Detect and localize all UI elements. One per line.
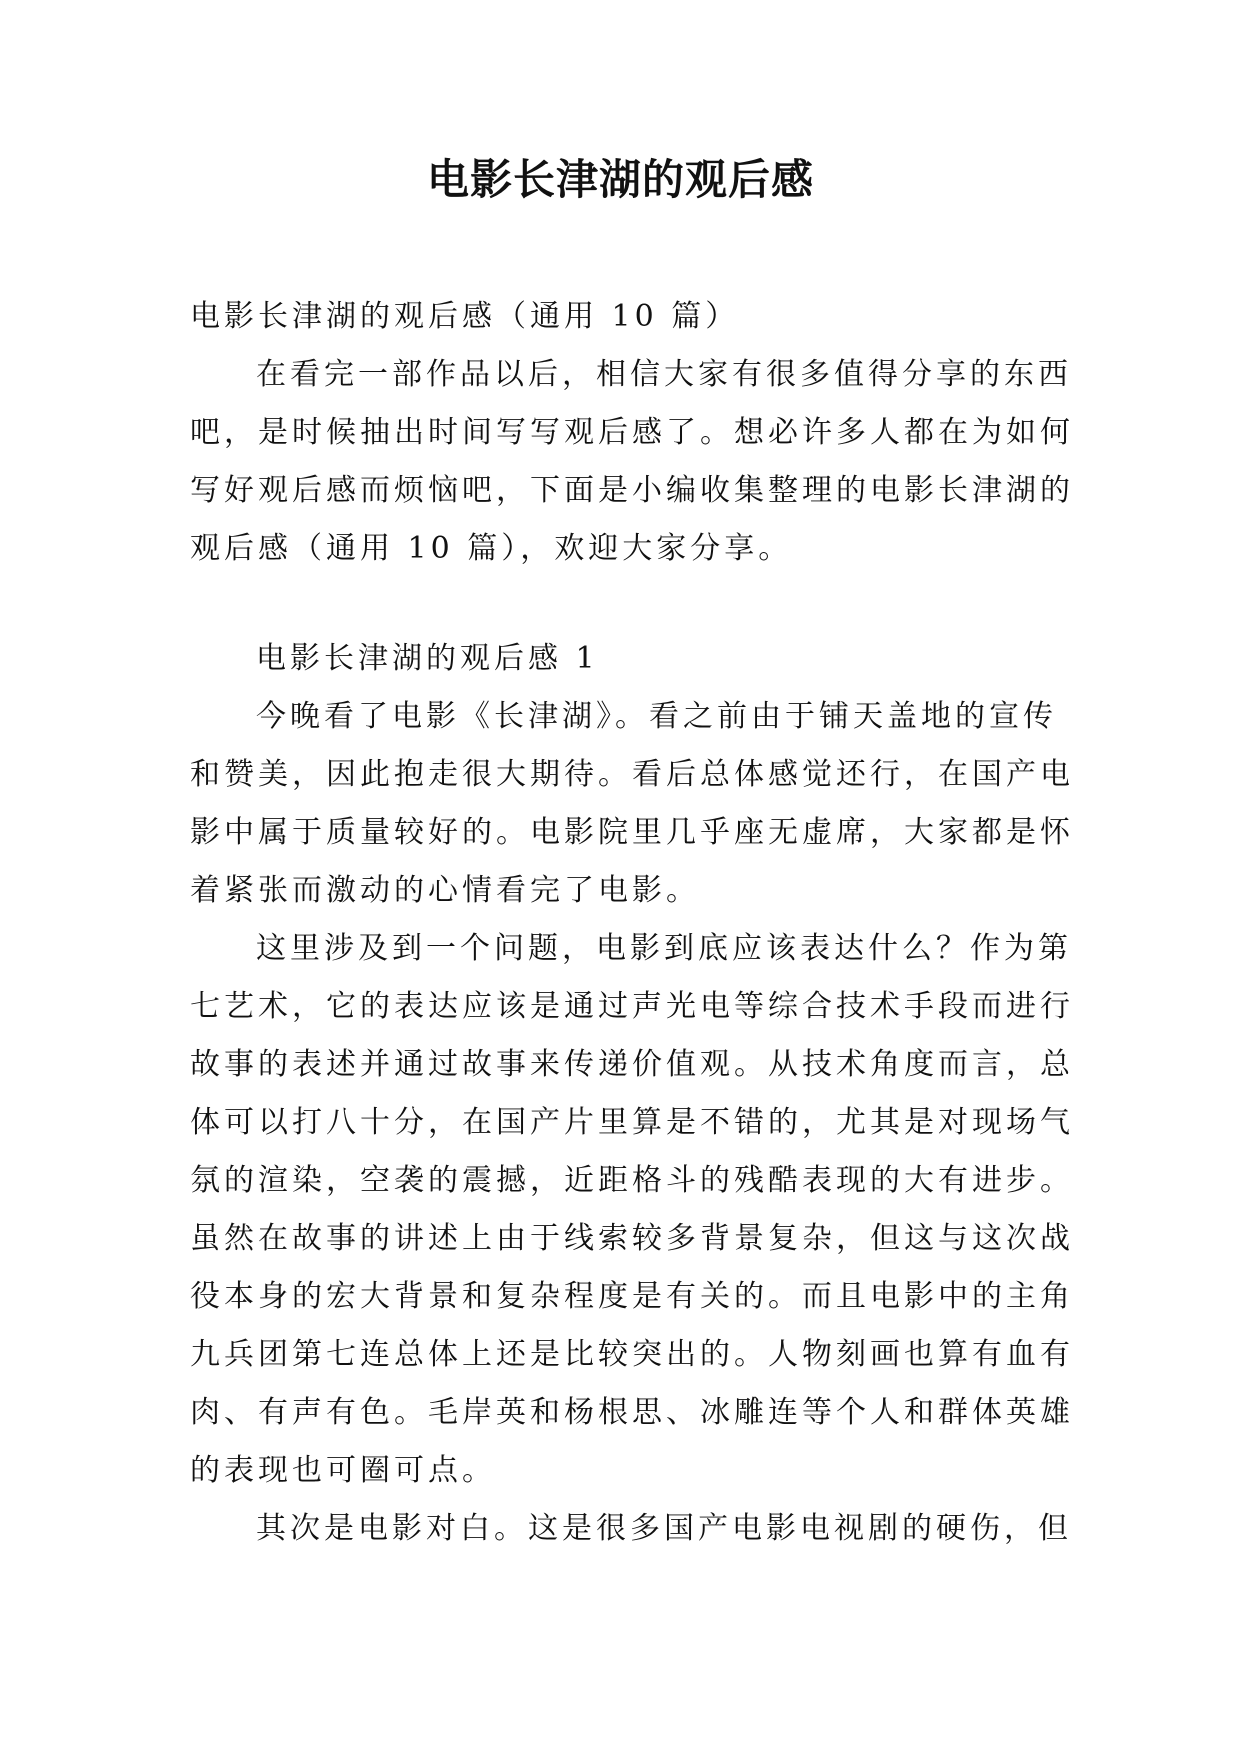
essay-line: 体可以打八十分，在国产片里算是不错的，尤其是对现场气 (190, 1105, 1074, 1140)
intro-line: 吧，是时候抽出时间写写观后感了。想必许多人都在为如何 (190, 415, 1074, 450)
essay-line: 这里涉及到一个问题，电影到底应该表达什么？作为第 (256, 931, 1072, 966)
essay-line: 九兵团第七连总体上还是比较突出的。人物刻画也算有血有 (190, 1337, 1074, 1372)
subtitle-line: 电影长津湖的观后感（通用 10 篇） (190, 299, 740, 334)
essay-line: 肉、有声有色。毛岸英和杨根思、冰雕连等个人和群体英雄 (190, 1395, 1074, 1430)
essay-line: 的表现也可圈可点。 (190, 1453, 496, 1488)
document-subtitle (190, 288, 1050, 346)
intro-paragraph (190, 346, 1074, 578)
section-heading (190, 630, 1050, 688)
essay-line: 氛的渲染，空袭的震撼，近距格斗的残酷表现的大有进步。 (190, 1163, 1074, 1198)
essay-line: 其次是电影对白。这是很多国产电影电视剧的硬伤，但 (256, 1511, 1072, 1546)
document-title: 电影长津湖的观后感 (426, 155, 814, 204)
intro-line: 写好观后感而烦恼吧，下面是小编收集整理的电影长津湖的 (190, 473, 1074, 508)
essay-line: 役本身的宏大背景和复杂程度是有关的。而且电影中的主角 (190, 1279, 1074, 1314)
intro-line: 在看完一部作品以后，相信大家有很多值得分享的东西 (256, 357, 1072, 392)
essay-body (190, 688, 1074, 1558)
essay-line: 和赞美，因此抱走很大期待。看后总体感觉还行，在国产电 (190, 757, 1074, 792)
essay-line: 今晚看了电影《长津湖》。看之前由于铺天盖地的宣传 (256, 699, 1057, 734)
essay-line: 七艺术，它的表达应该是通过声光电等综合技术手段而进行 (190, 989, 1074, 1024)
intro-line: 观后感（通用 10 篇），欢迎大家分享。 (190, 531, 793, 566)
essay-line: 虽然在故事的讲述上由于线索较多背景复杂，但这与这次战 (190, 1221, 1074, 1256)
essay-line: 影中属于质量较好的。电影院里几乎座无虚席，大家都是怀 (190, 815, 1074, 850)
essay-line: 着紧张而激动的心情看完了电影。 (190, 873, 700, 908)
section-heading-text: 电影长津湖的观后感 1 (256, 641, 599, 676)
essay-line: 故事的表述并通过故事来传递价值观。从技术角度而言，总 (190, 1047, 1074, 1082)
